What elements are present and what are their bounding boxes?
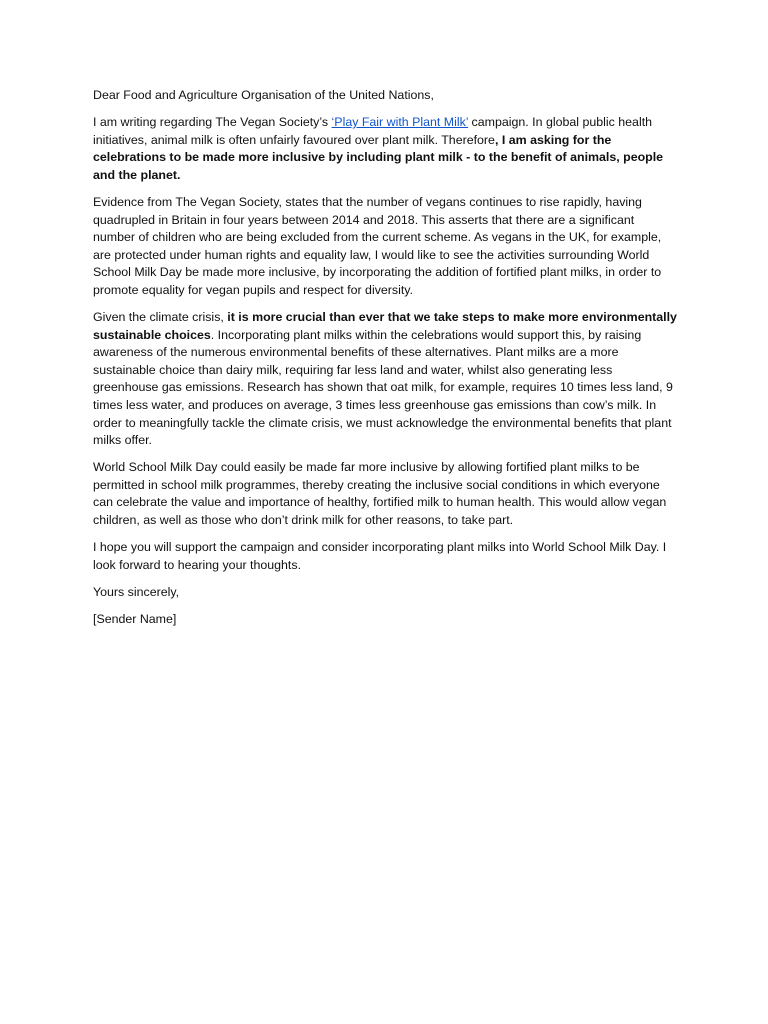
paragraph-evidence: Evidence from The Vegan Society, states that the number of vegans continues to rise rapidly, having quadrupled in Britain in four years between 2014 and 2018. This asserts that there are a significant number of children who are being excluded from the current scheme. As vegans in the UK, for example, are protected under human rights and equality law, I would like to see the activities surrounding World School Milk Day be made more inclusive, by incorporating the addition of fortified plant milks, in order to promote equality for vegan pupils and respect for diversity. [93,194,662,297]
signature: [Sender Name] [93,611,177,626]
letter-body [93,87,677,638]
paragraph-request: I hope you will support the campaign and consider incorporating plant milks into World School Milk Day. I look forward to hearing your thoughts. [93,540,667,572]
paragraph-text: . Incorporating plant milks within the celebrations would support this, by raising awareness of the numerous environmental benefits of these alternatives. Plant milks are a more sustainable choice than dairy milk, requiring far less land and water, whilst also generating less greenhouse gas emissions. Research has shown that oat milk, for example, requires 10 times less land, 9 times less water, and produces on average, 3 times less greenhouse gas emissions than cow’s milk. In order to meaningfully tackle the climate crisis, we must acknowledge the environmental benefits that plant milks offer. [93,327,673,448]
paragraph-text: Given the climate crisis, [93,310,228,325]
paragraph-inclusion: World School Milk Day could easily be made far more inclusive by allowing fortified plant milks to be permitted in school milk programmes, thereby creating the inclusive social conditions in which everyone can celebrate the value and importance of healthy, fortified milk to human health. This would allow vegan children, as well as those who don’t drink milk for other reasons, to take part. [93,460,667,528]
paragraph-bold-text: it is more crucial than ever that we take steps to make more environmentally sustainable choices [93,310,677,342]
paragraph-text: I am writing regarding The Vegan Society’s [93,115,332,130]
salutation: Dear Food and Agriculture Organisation of the United Nations, [93,88,434,102]
paragraph-campaign-intro [93,114,677,184]
campaign-link[interactable]: ‘Play Fair with Plant Milk’ [331,115,469,130]
paragraph-climate [93,309,677,450]
paragraph-text: campaign. In global public health initiatives, animal milk is often unfairly favoured over plant milk. Therefore [93,115,653,147]
paragraph-bold-text: , I am asking for the celebrations to be made more inclusive by including plant milk - to the benefit of animals, people and the planet. [93,132,664,182]
closing: Yours sincerely, [93,584,180,599]
